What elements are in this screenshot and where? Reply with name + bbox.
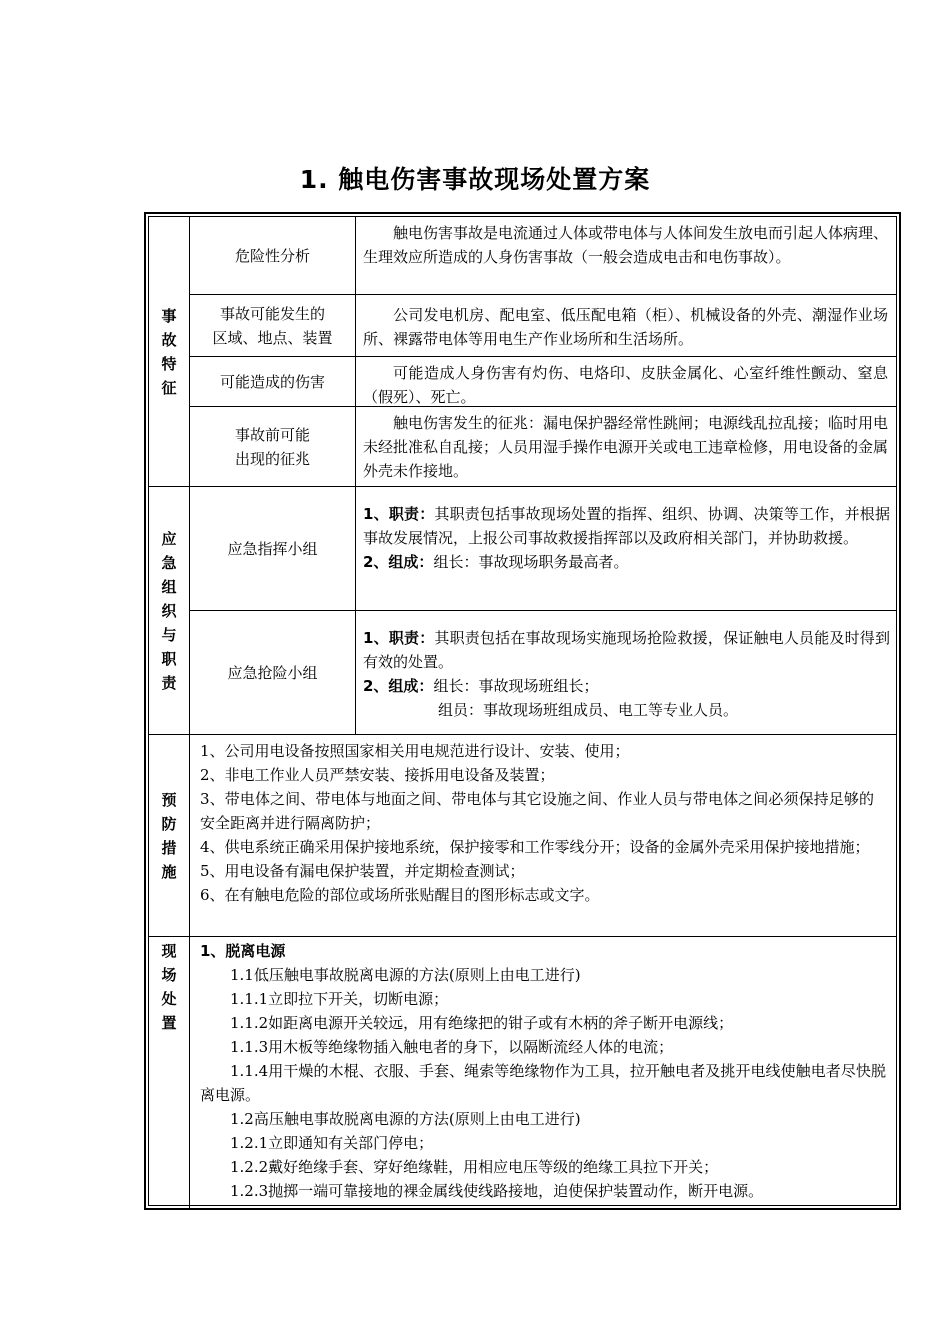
list-item: 1.2.1立即通知有关部门停电； — [230, 1134, 434, 1152]
plan-table — [144, 212, 901, 1210]
row-content-injury: 可能造成人身伤害有灼伤、电烙印、皮肤金属化、心室纤维性颤动、窒息（假死）、死亡。 — [363, 364, 888, 406]
row-name-injury: 可能造成的伤害 — [219, 372, 325, 391]
page-title: 1. 触电伤害事故现场处置方案 — [299, 165, 651, 194]
list-item: 4、供电系统正确采用保护接地系统，保护接零和工作零线分开；设备的金属外壳采用保护接地措施； — [200, 838, 870, 856]
rescue-group-name: 应急抢险小组 — [227, 663, 318, 682]
list-item: 2、非电工作业人员严禁安装、接拆用电设备及装置； — [200, 766, 555, 784]
list-item: 1.2.3抛掷一端可靠接地的裸金属线使线路接地，迫使保护装置动作，断开电源。 — [230, 1182, 764, 1200]
list-item: 5、用电设备有漏电保护装置，并定期检查测试； — [200, 862, 525, 880]
list-item: 1、公司用电设备按照国家相关用电规范进行设计、安装、使用； — [200, 742, 630, 760]
list-item: 6、在有触电危险的部位或场所张贴醒目的图形标志或文字。 — [200, 886, 600, 904]
category-organization: 应 急 组 织 与 职 责 — [161, 529, 177, 692]
onsite-heading: 1、脱离电源 — [200, 942, 286, 960]
row-content-hazard: 触电伤害事故是电流通过人体或带电体与人体间发生放电而引起人体病理、生理效应所造成的人身伤害事故（一般会造成电击和电伤事故）。 — [363, 224, 889, 266]
list-item: 3、带电体之间、带电体与地面之间、带电体与其它设施之间、作业人员与带电体之间必须保持足够的安全距离并进行隔离防护； — [200, 790, 874, 832]
onsite-content — [200, 939, 886, 1203]
list-item: 1.2高压触电事故脱离电源的方法(原则上由电工进行) — [230, 1110, 581, 1128]
category-onsite: 现 场 处 置 — [161, 942, 177, 1032]
list-item: 1.1低压触电事故脱离电源的方法(原则上由电工进行) — [230, 966, 581, 984]
list-item: 1.1.2如距离电源开关较远，用有绝缘把的钳子或有木柄的斧子断开电源线； — [230, 1014, 734, 1032]
list-item: 1.1.1立即拉下开关，切断电源； — [230, 990, 449, 1008]
row-name-hazard: 危险性分析 — [234, 246, 310, 265]
list-item: 1.2.2戴好绝缘手套、穿好绝缘鞋，用相应电压等级的绝缘工具拉下开关； — [230, 1158, 719, 1176]
row-name-location: 事故可能发生的 区域、地点、装置 — [212, 304, 333, 347]
list-item: 1.1.4用干燥的木棍、衣服、手套、绳索等绝缘物作为工具，拉开触电者及挑开电线使触电者尽快脱离电源。 — [200, 1062, 886, 1104]
command-group-name: 应急指挥小组 — [227, 539, 318, 558]
category-prevention: 预 防 措 施 — [161, 790, 177, 881]
row-name-signs: 事故前可能 出现的征兆 — [234, 425, 310, 468]
table-inner-border — [148, 216, 897, 1206]
category-accident: 事 故 特 征 — [161, 306, 177, 397]
section-divider — [149, 936, 896, 937]
rescue-group-content: 1、职责：其职责包括在事故现场实施现场抢险救援，保证触电人员能及时得到有效的处置。 2、组成：组长：事故现场班组长； 组员：事故现场班组成员、电工等专业人员。 — [363, 629, 890, 719]
section-divider — [149, 734, 896, 735]
command-group-content: 1、职责：其职责包括事故现场处置的指挥、组织、协调、决策等工作，并根据事故发展情况，上报公司事故救援指挥部以及政府相关部门，并协助救援。 2、组成：组长：事故现场职务最高者。 — [363, 505, 890, 571]
row-content-signs: 触电伤害发生的征兆：漏电保护器经常性跳闸；电源线乱拉乱接；临时用电未经批准私自乱接；人员用湿手操作电源开关或电工违章检修，用电设备的金属外壳未作接地。 — [363, 414, 889, 480]
prevention-list — [200, 739, 874, 907]
row-content-location: 公司发电机房、配电室、低压配电箱（柜）、机械设备的外壳、潮湿作业场所、裸露带电体等用电生产作业场所和生活场所。 — [363, 306, 888, 348]
list-item: 1.1.3用木板等绝缘物插入触电者的身下，以隔断流经人体的电流； — [230, 1038, 674, 1056]
